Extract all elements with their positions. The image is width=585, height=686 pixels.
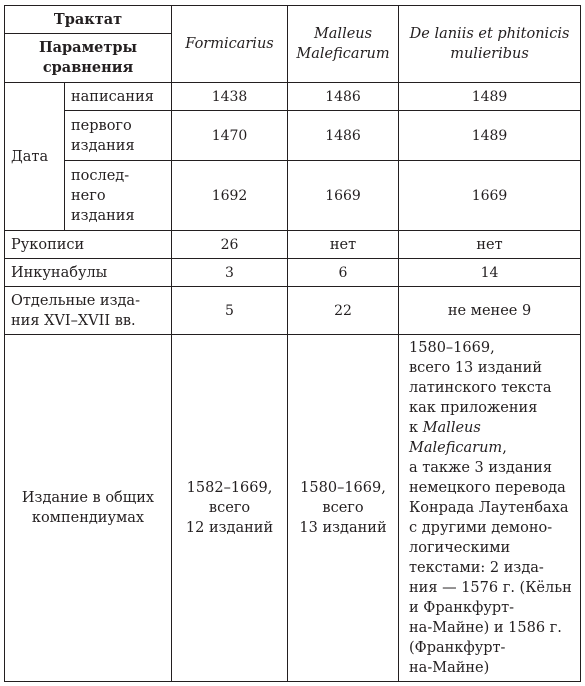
cell-incunabula-malleus: 6 xyxy=(288,259,399,287)
cell-compendia-de-laniis xyxy=(399,335,581,682)
cell-manuscripts-malleus: нет xyxy=(288,231,399,259)
table-row-date-first-edition xyxy=(5,111,581,161)
row-last-edition-label: послед- него издания xyxy=(65,161,172,231)
header-params-label: Параметры сравнения xyxy=(5,34,172,83)
header-row-treatise xyxy=(5,6,581,34)
row-first-edition-label: первого издания xyxy=(65,111,172,161)
cell-incunabula-formicarius: 3 xyxy=(172,259,288,287)
cell-first-edition-malleus: 1486 xyxy=(288,111,399,161)
row-writing-label: написания xyxy=(65,83,172,111)
cell-compendia-formicarius: 1582–1669, всего 12 изданий xyxy=(172,335,288,682)
table-row-date-writing xyxy=(5,83,581,111)
compendia-text-part1: 1580–1669, всего 13 изданий латинского текста как приложения к xyxy=(409,340,552,436)
row-date-label: Дата xyxy=(5,83,65,231)
compendia-text-italic-title: Malleus Maleficarum xyxy=(409,420,503,456)
row-compendia-label: Издание в общих компендиумах xyxy=(5,335,172,682)
cell-manuscripts-formicarius: 26 xyxy=(172,231,288,259)
row-separate-editions-label: Отдельные изда- ния XVI–XVII вв. xyxy=(5,287,172,335)
row-manuscripts-label: Рукописи xyxy=(5,231,172,259)
cell-incunabula-de-laniis: 14 xyxy=(399,259,581,287)
cell-writing-formicarius: 1438 xyxy=(172,83,288,111)
cell-separate-editions-de-laniis: не менее 9 xyxy=(399,287,581,335)
row-incunabula-label: Инкунабулы xyxy=(5,259,172,287)
cell-writing-de-laniis: 1489 xyxy=(399,83,581,111)
cell-compendia-malleus: 1580–1669, всего 13 изданий xyxy=(288,335,399,682)
table-row-manuscripts xyxy=(5,231,581,259)
header-col-formicarius: Formicarius xyxy=(172,6,288,83)
cell-first-edition-de-laniis: 1489 xyxy=(399,111,581,161)
cell-manuscripts-de-laniis: нет xyxy=(399,231,581,259)
cell-last-edition-malleus: 1669 xyxy=(288,161,399,231)
cell-separate-editions-malleus: 22 xyxy=(288,287,399,335)
table-row-incunabula xyxy=(5,259,581,287)
table-row-separate-editions xyxy=(5,287,581,335)
cell-writing-malleus: 1486 xyxy=(288,83,399,111)
header-col-de-laniis: De laniis et phitonicis mulieribus xyxy=(399,6,581,83)
comparison-table xyxy=(4,5,581,682)
cell-last-edition-formicarius: 1692 xyxy=(172,161,288,231)
cell-separate-editions-formicarius: 5 xyxy=(172,287,288,335)
compendia-text-part2: , а также 3 издания немецкого перевода Конрада Лаутенбаха с другими демоно- логическими текстами: 2 изда- ния — 1576 г. (Кёльн и Франкфурт- на-Майне) и 1586 г. (Франкфурт- на-Майне) xyxy=(409,440,572,676)
cell-last-edition-de-laniis: 1669 xyxy=(399,161,581,231)
table-row-date-last-edition xyxy=(5,161,581,231)
table-row-compendia xyxy=(5,335,581,682)
header-treatise-label: Трактат xyxy=(5,6,172,34)
cell-first-edition-formicarius: 1470 xyxy=(172,111,288,161)
header-col-malleus: Malleus Maleficarum xyxy=(288,6,399,83)
